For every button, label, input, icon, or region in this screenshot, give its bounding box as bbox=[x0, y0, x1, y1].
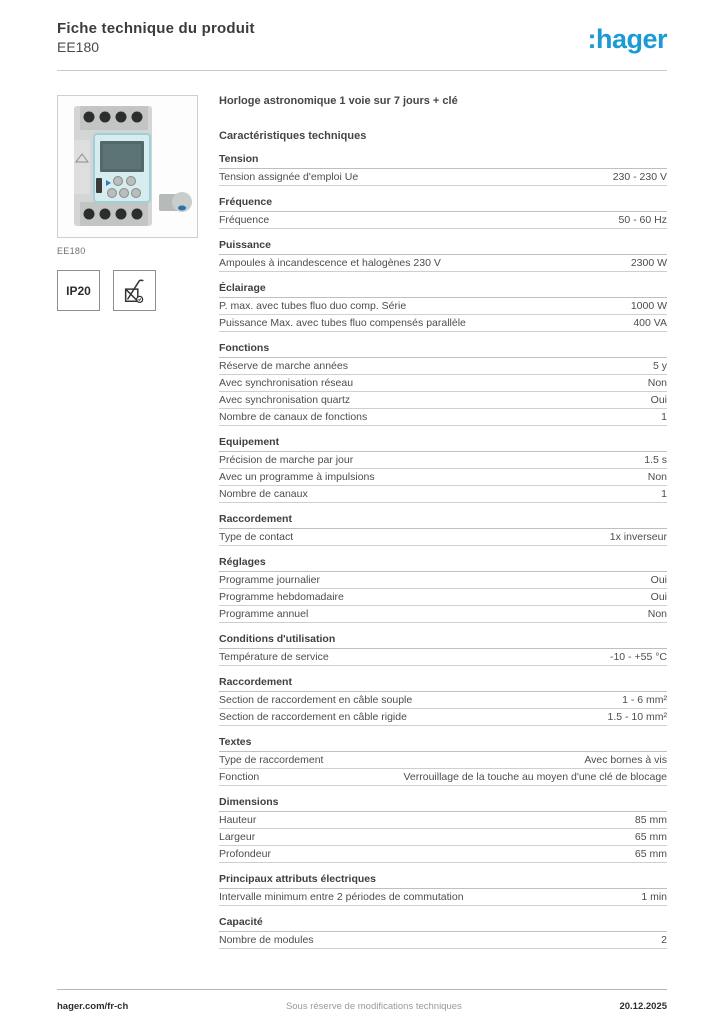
spec-value: 400 VA bbox=[633, 317, 667, 329]
spec-section bbox=[219, 239, 667, 272]
spec-row bbox=[219, 889, 667, 906]
spec-label: Programme annuel bbox=[219, 608, 309, 620]
spec-section bbox=[219, 556, 667, 623]
footer-date: 20.12.2025 bbox=[619, 1001, 667, 1012]
spec-section bbox=[219, 736, 667, 786]
spec-label: Section de raccordement en câble rigide bbox=[219, 711, 407, 723]
key-lock-icon bbox=[121, 277, 149, 305]
spec-row bbox=[219, 752, 667, 769]
page-title: Fiche technique du produit bbox=[57, 20, 255, 37]
spec-value: Verrouillage de la touche au moyen d'une clé de blocage bbox=[403, 771, 667, 783]
footer-divider bbox=[57, 989, 667, 990]
spec-row bbox=[219, 298, 667, 315]
footer-website: hager.com/fr-ch bbox=[57, 1001, 129, 1012]
spec-value: Non bbox=[647, 377, 667, 389]
spec-row bbox=[219, 409, 667, 426]
spec-section bbox=[219, 282, 667, 332]
spec-row bbox=[219, 169, 667, 186]
spec-label: Nombre de canaux bbox=[219, 488, 308, 500]
spec-section-title: Equipement bbox=[219, 436, 667, 452]
spec-row bbox=[219, 486, 667, 503]
ip20-badge: IP20 bbox=[57, 270, 100, 311]
key-lock-badge bbox=[113, 270, 156, 311]
product-code: EE180 bbox=[57, 39, 100, 55]
spec-value: 65 mm bbox=[634, 831, 667, 843]
spec-section-title: Puissance bbox=[219, 239, 667, 255]
spec-row bbox=[219, 589, 667, 606]
spec-value: 230 - 230 V bbox=[612, 171, 667, 183]
spec-label: Réserve de marche années bbox=[219, 360, 348, 372]
spec-label: Température de service bbox=[219, 651, 329, 663]
spec-label: Intervalle minimum entre 2 périodes de commutation bbox=[219, 891, 464, 903]
spec-section-title: Éclairage bbox=[219, 282, 667, 298]
spec-section bbox=[219, 633, 667, 666]
spec-row bbox=[219, 375, 667, 392]
spec-value: Oui bbox=[650, 394, 667, 406]
spec-row bbox=[219, 358, 667, 375]
spec-label: Avec un programme à impulsions bbox=[219, 471, 375, 483]
spec-section-title: Raccordement bbox=[219, 676, 667, 692]
spec-value: 2300 W bbox=[630, 257, 667, 269]
spec-row bbox=[219, 709, 667, 726]
product-image bbox=[57, 95, 198, 238]
spec-label: Largeur bbox=[219, 831, 256, 843]
spec-row bbox=[219, 452, 667, 469]
main-column bbox=[219, 95, 667, 959]
badges bbox=[57, 270, 198, 311]
spec-row bbox=[219, 769, 667, 786]
header-divider bbox=[57, 70, 667, 71]
spec-row bbox=[219, 212, 667, 229]
spec-row bbox=[219, 692, 667, 709]
spec-row bbox=[219, 469, 667, 486]
spec-section bbox=[219, 873, 667, 906]
spec-value: 50 - 60 Hz bbox=[618, 214, 667, 226]
spec-label: Fréquence bbox=[219, 214, 270, 226]
section-heading: Caractéristiques techniques bbox=[219, 130, 367, 142]
spec-value: Non bbox=[647, 471, 667, 483]
spec-row bbox=[219, 315, 667, 332]
spec-label: P. max. avec tubes fluo duo comp. Série bbox=[219, 300, 407, 312]
footer bbox=[57, 1001, 667, 1012]
spec-section-title: Principaux attributs électriques bbox=[219, 873, 667, 889]
spec-row bbox=[219, 392, 667, 409]
spec-label: Précision de marche par jour bbox=[219, 454, 354, 466]
spec-value: 85 mm bbox=[634, 814, 667, 826]
spec-row bbox=[219, 572, 667, 589]
spec-section bbox=[219, 676, 667, 726]
spec-label: Section de raccordement en câble souple bbox=[219, 694, 413, 706]
spec-label: Ampoules à incandescence et halogènes 230 V bbox=[219, 257, 441, 269]
spec-section-title: Fréquence bbox=[219, 196, 667, 212]
spec-value: 65 mm bbox=[634, 848, 667, 860]
spec-section bbox=[219, 436, 667, 503]
hager-logo: :hager bbox=[587, 24, 667, 54]
spec-value: 1 bbox=[661, 411, 667, 423]
spec-value: 1 min bbox=[641, 891, 667, 903]
spec-section-title: Dimensions bbox=[219, 796, 667, 812]
spec-section bbox=[219, 796, 667, 863]
spec-label: Type de contact bbox=[219, 531, 294, 543]
header bbox=[57, 20, 667, 55]
spec-label: Type de raccordement bbox=[219, 754, 324, 766]
spec-row bbox=[219, 649, 667, 666]
spec-section-title: Réglages bbox=[219, 556, 667, 572]
spec-row bbox=[219, 846, 667, 863]
time-switch-illustration bbox=[58, 96, 197, 237]
spec-section-title: Capacité bbox=[219, 916, 667, 932]
spec-value: 1000 W bbox=[630, 300, 667, 312]
spec-section-title: Raccordement bbox=[219, 513, 667, 529]
spec-row bbox=[219, 255, 667, 272]
spec-value: 1x inverseur bbox=[609, 531, 667, 543]
spec-label: Nombre de modules bbox=[219, 934, 314, 946]
spec-value: 1.5 - 10 mm² bbox=[607, 711, 667, 723]
spec-section bbox=[219, 153, 667, 186]
spec-value: 1.5 s bbox=[644, 454, 667, 466]
spec-section-title: Fonctions bbox=[219, 342, 667, 358]
spec-row bbox=[219, 932, 667, 949]
spec-sections bbox=[219, 153, 667, 949]
spec-value: Oui bbox=[650, 574, 667, 586]
spec-section-title: Conditions d'utilisation bbox=[219, 633, 667, 649]
spec-row bbox=[219, 829, 667, 846]
spec-value: Non bbox=[647, 608, 667, 620]
spec-value: 1 bbox=[661, 488, 667, 500]
spec-value: 5 y bbox=[652, 360, 667, 372]
product-title: Horloge astronomique 1 voie sur 7 jours + clé bbox=[219, 95, 458, 107]
spec-section bbox=[219, 513, 667, 546]
footer-disclaimer: Sous réserve de modifications techniques bbox=[285, 1001, 462, 1012]
spec-label: Hauteur bbox=[219, 814, 257, 826]
left-column bbox=[57, 95, 198, 311]
spec-label: Avec synchronisation réseau bbox=[219, 377, 354, 389]
spec-label: Puissance Max. avec tubes fluo compensés parallèle bbox=[219, 317, 466, 329]
spec-section-title: Textes bbox=[219, 736, 667, 752]
spec-row bbox=[219, 529, 667, 546]
spec-label: Tension assignée d'emploi Ue bbox=[219, 171, 359, 183]
spec-section bbox=[219, 342, 667, 426]
spec-value: 1 - 6 mm² bbox=[622, 694, 667, 706]
spec-label: Profondeur bbox=[219, 848, 271, 860]
spec-section bbox=[219, 196, 667, 229]
spec-label: Fonction bbox=[219, 771, 260, 783]
spec-row bbox=[219, 812, 667, 829]
spec-section-title: Tension bbox=[219, 153, 667, 169]
spec-label: Avec synchronisation quartz bbox=[219, 394, 351, 406]
spec-value: Avec bornes à vis bbox=[584, 754, 667, 766]
spec-row bbox=[219, 606, 667, 623]
spec-value: 2 bbox=[661, 934, 667, 946]
spec-label: Programme hebdomadaire bbox=[219, 591, 344, 603]
image-caption: EE180 bbox=[57, 246, 86, 256]
spec-label: Nombre de canaux de fonctions bbox=[219, 411, 368, 423]
spec-label: Programme journalier bbox=[219, 574, 320, 586]
spec-section bbox=[219, 916, 667, 949]
spec-value: -10 - +55 °C bbox=[609, 651, 667, 663]
spec-value: Oui bbox=[650, 591, 667, 603]
